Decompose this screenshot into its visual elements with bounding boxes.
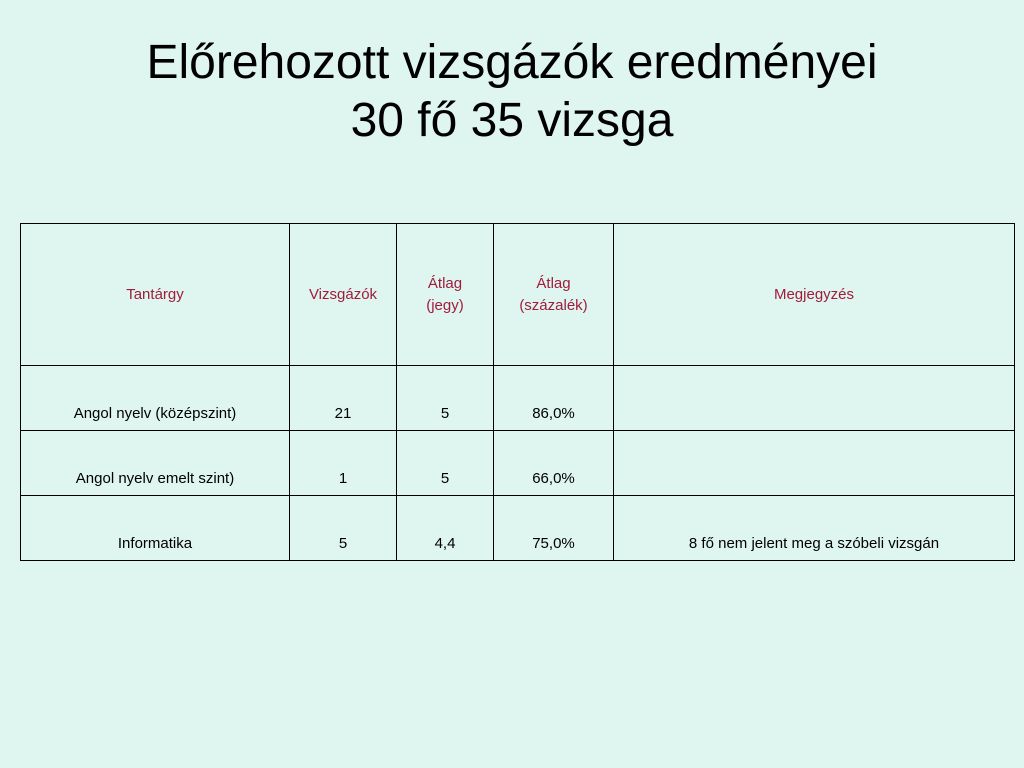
header-avg-grade-line2: (jegy): [426, 296, 464, 314]
header-avg-percent-line1: Átlag: [536, 274, 571, 292]
header-avg-grade-line1: Átlag: [427, 274, 463, 292]
header-subject: Tantárgy: [21, 224, 290, 366]
cell-avg-grade: 5: [397, 366, 494, 431]
header-avg-percent: [494, 224, 614, 366]
title-line-1: Előrehozott vizsgázók eredményei: [146, 36, 878, 89]
cell-note: [614, 366, 1015, 431]
slide-title: [0, 34, 1024, 150]
cell-subject: Angol nyelv emelt szint): [21, 431, 290, 496]
results-table: [20, 223, 1015, 561]
title-line-2: 30 fő 35 vizsga: [350, 94, 674, 147]
cell-note: [614, 431, 1015, 496]
cell-candidates: 5: [290, 496, 397, 561]
table-row: [21, 496, 1015, 561]
cell-avg-percent: 86,0%: [494, 366, 614, 431]
cell-candidates: 1: [290, 431, 397, 496]
header-avg-grade: [397, 224, 494, 366]
header-note: Megjegyzés: [614, 224, 1015, 366]
table-row: [21, 431, 1015, 496]
cell-avg-percent: 66,0%: [494, 431, 614, 496]
cell-subject: Angol nyelv (középszint): [21, 366, 290, 431]
table-header-row: [21, 224, 1015, 366]
header-avg-percent-line2: (százalék): [519, 296, 588, 314]
header-candidates: Vizsgázók: [290, 224, 397, 366]
cell-note: 8 fő nem jelent meg a szóbeli vizsgán: [614, 496, 1015, 561]
cell-avg-percent: 75,0%: [494, 496, 614, 561]
cell-avg-grade: 5: [397, 431, 494, 496]
table-row: [21, 366, 1015, 431]
cell-candidates: 21: [290, 366, 397, 431]
cell-subject: Informatika: [21, 496, 290, 561]
cell-avg-grade: 4,4: [397, 496, 494, 561]
